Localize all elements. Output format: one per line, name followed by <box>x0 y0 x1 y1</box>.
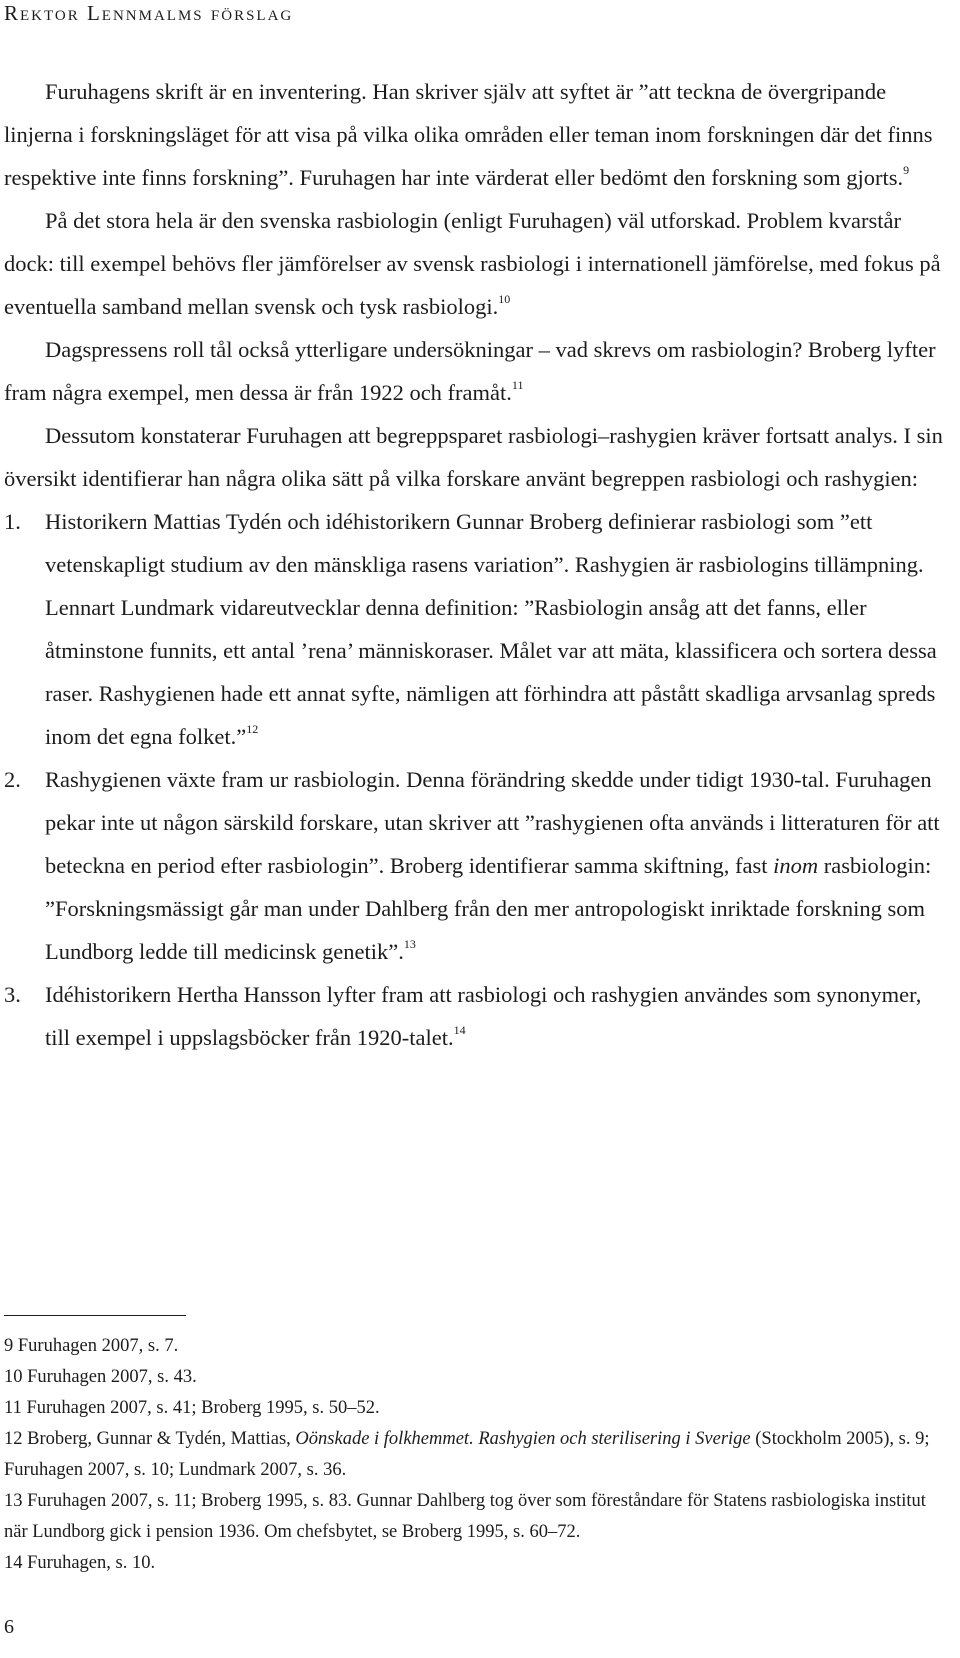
footnote: 13 Furuhagen 2007, s. 11; Broberg 1995, s. 83. Gunnar Dahlberg tog över som föreståndare för Statens rasbiologiska institut när Lundborg gick i pension 1936. Om chefsbytet, se Broberg 1995, s. 60–72. <box>4 1491 926 1542</box>
list-number: 3. <box>4 982 21 1007</box>
footnote: 14 Furuhagen, s. 10. <box>4 1553 156 1573</box>
running-head: Rektor Lennmalms förslag <box>4 1 294 25</box>
list-item-text: rasbiologin: ”Forskningsmässigt går man under Dahlberg från den mer antropologiskt inriktade forskning som Lundborg ledde till medicinsk genetik”. <box>45 853 932 964</box>
footnote-ref[interactable]: 11 <box>511 378 524 393</box>
emphasis-text: inom <box>773 853 819 878</box>
paragraph-text: Dagspressens roll tål också ytterligare undersökningar – vad skrevs om rasbiologin? Broberg lyfter fram några exempel, men dessa är från 1922 och framåt. <box>4 337 936 405</box>
paragraph-text: Dessutom konstaterar Furuhagen att begreppsparet rasbiologi–rashygien kräver fortsatt analys. I sin översikt identifierar han några olika sätt på vilka forskare använt begreppen rasbiologi och rashygien: <box>4 423 943 491</box>
page-number: 6 <box>4 1616 14 1638</box>
footnote-ref[interactable]: 10 <box>498 292 511 307</box>
paragraph-text: Furuhagens skrift är en inventering. Han skriver själv att syftet är ”att teckna de övergripande linjerna i forskningsläget för att visa på vilka olika områden eller teman inom forskningen där det finns respektive inte finns forskning”. Furuhagen har inte värderat eller bedömt den forskning som gjorts. <box>4 79 933 190</box>
paragraph-text: På det stora hela är den svenska rasbiologin (enligt Furuhagen) väl utforskad. Problem kvarstår dock: till exempel behövs fler jämförelser av svensk rasbiologi i internationell jämförelse, med fokus på eventuella samband mellan svensk och tysk rasbiologi. <box>4 208 941 319</box>
footnotes <box>4 1331 949 1579</box>
footnote-text: 12 Broberg, Gunnar & Tydén, Mattias, <box>4 1429 291 1449</box>
footnote-ref[interactable]: 9 <box>903 163 910 178</box>
list-number: 1. <box>4 509 21 534</box>
paragraph <box>4 414 949 500</box>
footnote-text: (Stockholm 2005), s. 9; Furuhagen 2007, s. 10; Lundmark 2007, s. 36. <box>4 1429 930 1480</box>
body-text <box>4 70 949 1059</box>
footnote-divider <box>4 1315 186 1316</box>
list-item <box>4 758 949 973</box>
footnote-ref[interactable]: 12 <box>246 722 259 737</box>
paragraph <box>4 199 949 328</box>
list-number: 2. <box>4 767 21 792</box>
footnote: 11 Furuhagen 2007, s. 41; Broberg 1995, s. 50–52. <box>4 1398 380 1418</box>
footnote <box>4 1424 949 1486</box>
list-item <box>4 500 949 758</box>
numbered-list <box>4 500 949 1059</box>
list-item-text: Rashygienen växte fram ur rasbiologin. Denna förändring skedde under tidigt 1930-tal. Furuhagen pekar inte ut någon särskild forskare, utan skriver att ”rashygienen ofta används i litteraturen för att beteckna en period efter rasbiologin”. Broberg identifierar samma skiftning, fast <box>45 767 940 878</box>
footnote-ref[interactable]: 14 <box>453 1023 466 1038</box>
list-item <box>4 973 949 1059</box>
footnote: 10 Furuhagen 2007, s. 43. <box>4 1367 197 1387</box>
paragraph <box>4 70 949 199</box>
list-item-text: Historikern Mattias Tydén och idéhistorikern Gunnar Broberg definierar rasbiologi som ”ett vetenskapligt studium av den mänskliga rasens variation”. Rashygien är rasbiologins tillämpning. Lennart Lundmark vidareutvecklar denna definition: ”Rasbiologin ansåg att det fanns, eller åtminstone funnits, ett antal ’rena’ människoraser. Målet var att mäta, klassificera och sortera dessa raser. Rashygienen hade ett annat syfte, nämligen att förhindra att påstått skadliga arvsanlag spreds inom det egna folket.” <box>45 509 937 749</box>
footnote-ref[interactable]: 13 <box>403 937 416 952</box>
footnote-title: Oönskade i folkhemmet. Rashygien och sterilisering i Sverige <box>295 1429 751 1449</box>
list-item-text: Idéhistorikern Hertha Hansson lyfter fram att rasbiologi och rashygien användes som synonymer, till exempel i uppslagsböcker från 1920-talet. <box>45 982 922 1050</box>
paragraph <box>4 328 949 414</box>
footnote: 9 Furuhagen 2007, s. 7. <box>4 1336 179 1356</box>
